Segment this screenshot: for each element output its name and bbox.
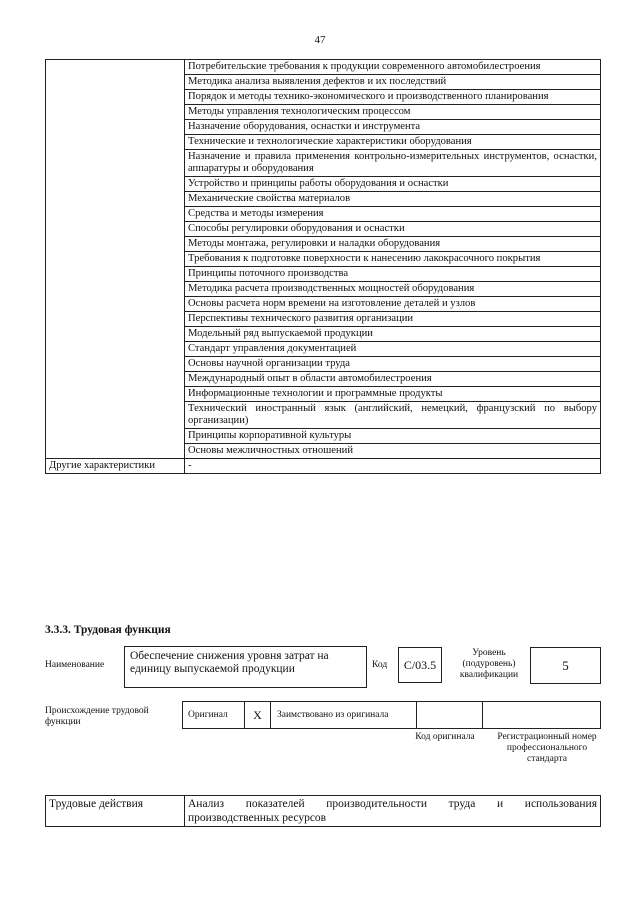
- knowledge-item: Назначение оборудования, оснастки и инструмента: [185, 120, 601, 135]
- reg-number-cell: [483, 702, 600, 728]
- knowledge-item: Методы монтажа, регулировки и наладки оборудования: [185, 237, 601, 252]
- knowledge-item: Требования к подготовке поверхности к нанесению лакокрасочного покрытия: [185, 252, 601, 267]
- knowledge-item: Модельный ряд выпускаемой продукции: [185, 327, 601, 342]
- labor-actions-table: [45, 795, 601, 827]
- knowledge-item: Информационные технологии и программные продукты: [185, 387, 601, 402]
- origin-table: [182, 701, 601, 729]
- knowledge-item: Методы управления технологическим процессом: [185, 105, 601, 120]
- code-value-box: С/03.5: [398, 647, 442, 683]
- knowledge-row: [46, 60, 601, 75]
- knowledge-item: Потребительские требования к продукции современного автомобилестроения: [185, 60, 601, 75]
- other-value: -: [185, 459, 601, 474]
- other-characteristics-row: [46, 459, 601, 474]
- knowledge-item: Основы расчета норм времени на изготовление деталей и узлов: [185, 297, 601, 312]
- name-label: Наименование: [45, 660, 105, 670]
- reg-number-label: Регистрационный номер профессионального стандарта: [497, 732, 597, 764]
- knowledge-item: Методика анализа выявления дефектов и их последствий: [185, 75, 601, 90]
- knowledge-item: Технический иностранный язык (английский, немецкий, французский по выбору организации): [185, 402, 601, 429]
- knowledge-item: Порядок и методы технико-экономического и производственного планирования: [185, 90, 601, 105]
- function-name-box: Обеспечение снижения уровня затрат на единицу выпускаемой продукции: [124, 646, 367, 688]
- knowledge-item: Стандарт управления документацией: [185, 342, 601, 357]
- knowledge-item: Устройство и принципы работы оборудования и оснастки: [185, 177, 601, 192]
- actions-value: Анализ показателей производительности труда и использования производственных ресурсов: [185, 796, 601, 827]
- code-original-cell: [417, 702, 483, 728]
- borrowed-label: Заимствовано из оригинала: [271, 702, 417, 728]
- origin-label: Происхождение трудовой функции: [45, 706, 149, 727]
- original-mark: X: [245, 702, 271, 728]
- knowledge-item: Механические свойства материалов: [185, 192, 601, 207]
- knowledge-label-cell: [46, 60, 185, 459]
- knowledge-item: Основы межличностных отношений: [185, 444, 601, 459]
- level-value-box: 5: [530, 647, 601, 684]
- page-number: 47: [314, 34, 326, 46]
- knowledge-item: Принципы корпоративной культуры: [185, 429, 601, 444]
- knowledge-table: [45, 59, 601, 474]
- actions-label: Трудовые действия: [46, 796, 185, 827]
- code-original-label: Код оригинала: [415, 732, 475, 742]
- knowledge-item: Основы научной организации труда: [185, 357, 601, 372]
- code-label: Код: [372, 660, 388, 670]
- knowledge-item: Принципы поточного производства: [185, 267, 601, 282]
- knowledge-item: Международный опыт в области автомобилестроения: [185, 372, 601, 387]
- knowledge-item: Способы регулировки оборудования и оснастки: [185, 222, 601, 237]
- other-label: Другие характеристики: [46, 459, 185, 474]
- knowledge-item: Методика расчета производственных мощностей оборудования: [185, 282, 601, 297]
- knowledge-item: Технические и технологические характеристики оборудования: [185, 135, 601, 150]
- level-label: Уровень (подуровень) квалификации: [459, 648, 519, 680]
- knowledge-item: Перспективы технического развития организации: [185, 312, 601, 327]
- section-title: 3.3.3. Трудовая функция: [45, 624, 171, 636]
- knowledge-item: Средства и методы измерения: [185, 207, 601, 222]
- knowledge-item: Назначение и правила применения контрольно-измерительных инструментов, оснастки, аппаратуры и оборудования: [185, 150, 601, 177]
- original-label: Оригинал: [183, 702, 245, 728]
